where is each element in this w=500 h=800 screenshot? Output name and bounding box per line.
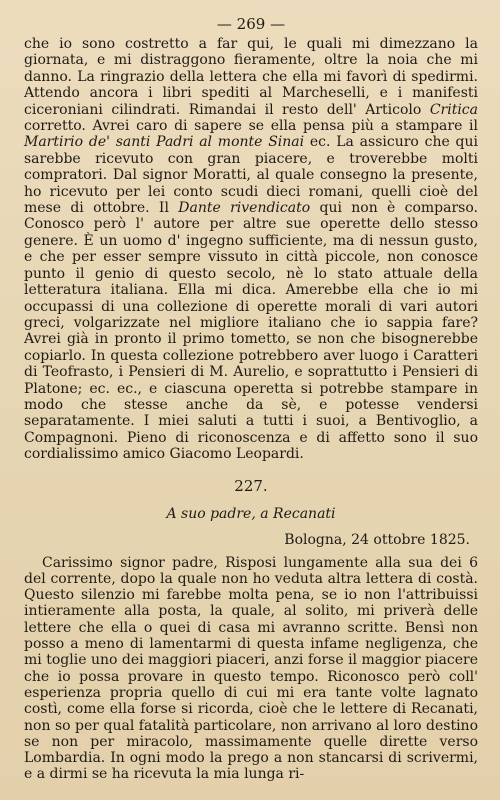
- page-number: — 269 —: [216, 15, 286, 33]
- italic-title-martirio: Martirio de' santi Padri al monte Sinai: [24, 134, 305, 151]
- text-segment: ec. La assicuro che qui sarebbe ricevuto con gran piacere, e troverebbe molti compratori. Dal signor Moratti, al quale consegno la presente, ho ricevuto per lei conto scudi dieci romani, quelli cioè del mese di ottobre. Il: [24, 134, 478, 217]
- letter-dateline: Bologna, 24 ottobre 1825.: [284, 531, 470, 548]
- letter-number: 227.: [234, 476, 268, 495]
- previous-letter-paragraph: [24, 36, 478, 463]
- text-segment: qui non è comparso. Conosco però l' autore per altre sue operette dello stesso genere. È un uomo d' ingegno sufficiente, ma di nessun gusto, e che per esser sempre vissuto in città piccole, non conosce punto il genio di questo secolo, nè lo stato attuale della letteratura italiana. Ella mi dica. Amerebbe ella che io mi occupassi di una collezione di operette morali di vari autori greci, volgarizzate nel migliore italiano che io sappia fare? Avrei già in pronto il primo tometto, se non che bisognerebbe copiarlo. In questa collezione potrebbero aver luogo i Caratteri di Teofrasto, i Pensieri di M. Aurelio, e soprattutto i Pensieri di Platone; ec. ec., e ciascuna operetta si potrebbe stampare in modo che stesse anche da sè, e potesse vendersi separatamente. I miei saluti a tutti i suoi, a Bentivoglio, a Compagnoni. Pieno di riconoscenza e di affetto sono il suo cordialissimo amico Giacomo Leopardi.: [24, 200, 479, 463]
- letter-body: Carissimo signor padre, Risposi lungamente alla sua dei 6 del corrente, dopo la quale non ho veduta altra lettera di costà. Questo silenzio mi farebbe molta pena, se io non l'attribuissi intieramente alla posta, la quale, al solito, mi priverà delle lettere che ella o quei di casa mi avranno scritte. Bensì non posso a meno di lamentarmi di questa infame negligenza, che mi toglie uno dei maggiori piaceri, anzi forse il maggior piacere che io possa provare in questo tempo. Riconosco però coll' esperienza propria quello di cui mi era tante volte lagnato costì, come ella forse si ricorda, cioè che le lettere di Recanati, non so per qual fatalità particolare, non arrivano al loro destino se non per miracolo, massimamente quelle dirette verso Lombardia. In ogni modo la prego a non stancarsi di scrivermi, e a dirmi se ha ricevuta la mia lunga ri-: [24, 554, 478, 783]
- italic-title-critica: Critica: [429, 101, 478, 118]
- letter-heading: A suo padre, a Recanati: [166, 505, 336, 522]
- text-segment: corretto. Avrei caro di sapere se ella pensa più a stampare il: [24, 118, 478, 135]
- previous-letter-text: [24, 36, 478, 463]
- text-segment: che io sono costretto a far qui, le quali mi dimezzano la giornata, e mi distraggono fieramente, oltre la noia che mi danno. La ringrazio della lettera che ella mi favorì di spedirmi. Attendo ancora i libri spediti al Marcheselli, e i manifesti ciceroniani cilindrati. Rimandai il resto dell' Articolo: [24, 36, 478, 118]
- italic-title-dante: Dante rivendicato: [178, 200, 311, 217]
